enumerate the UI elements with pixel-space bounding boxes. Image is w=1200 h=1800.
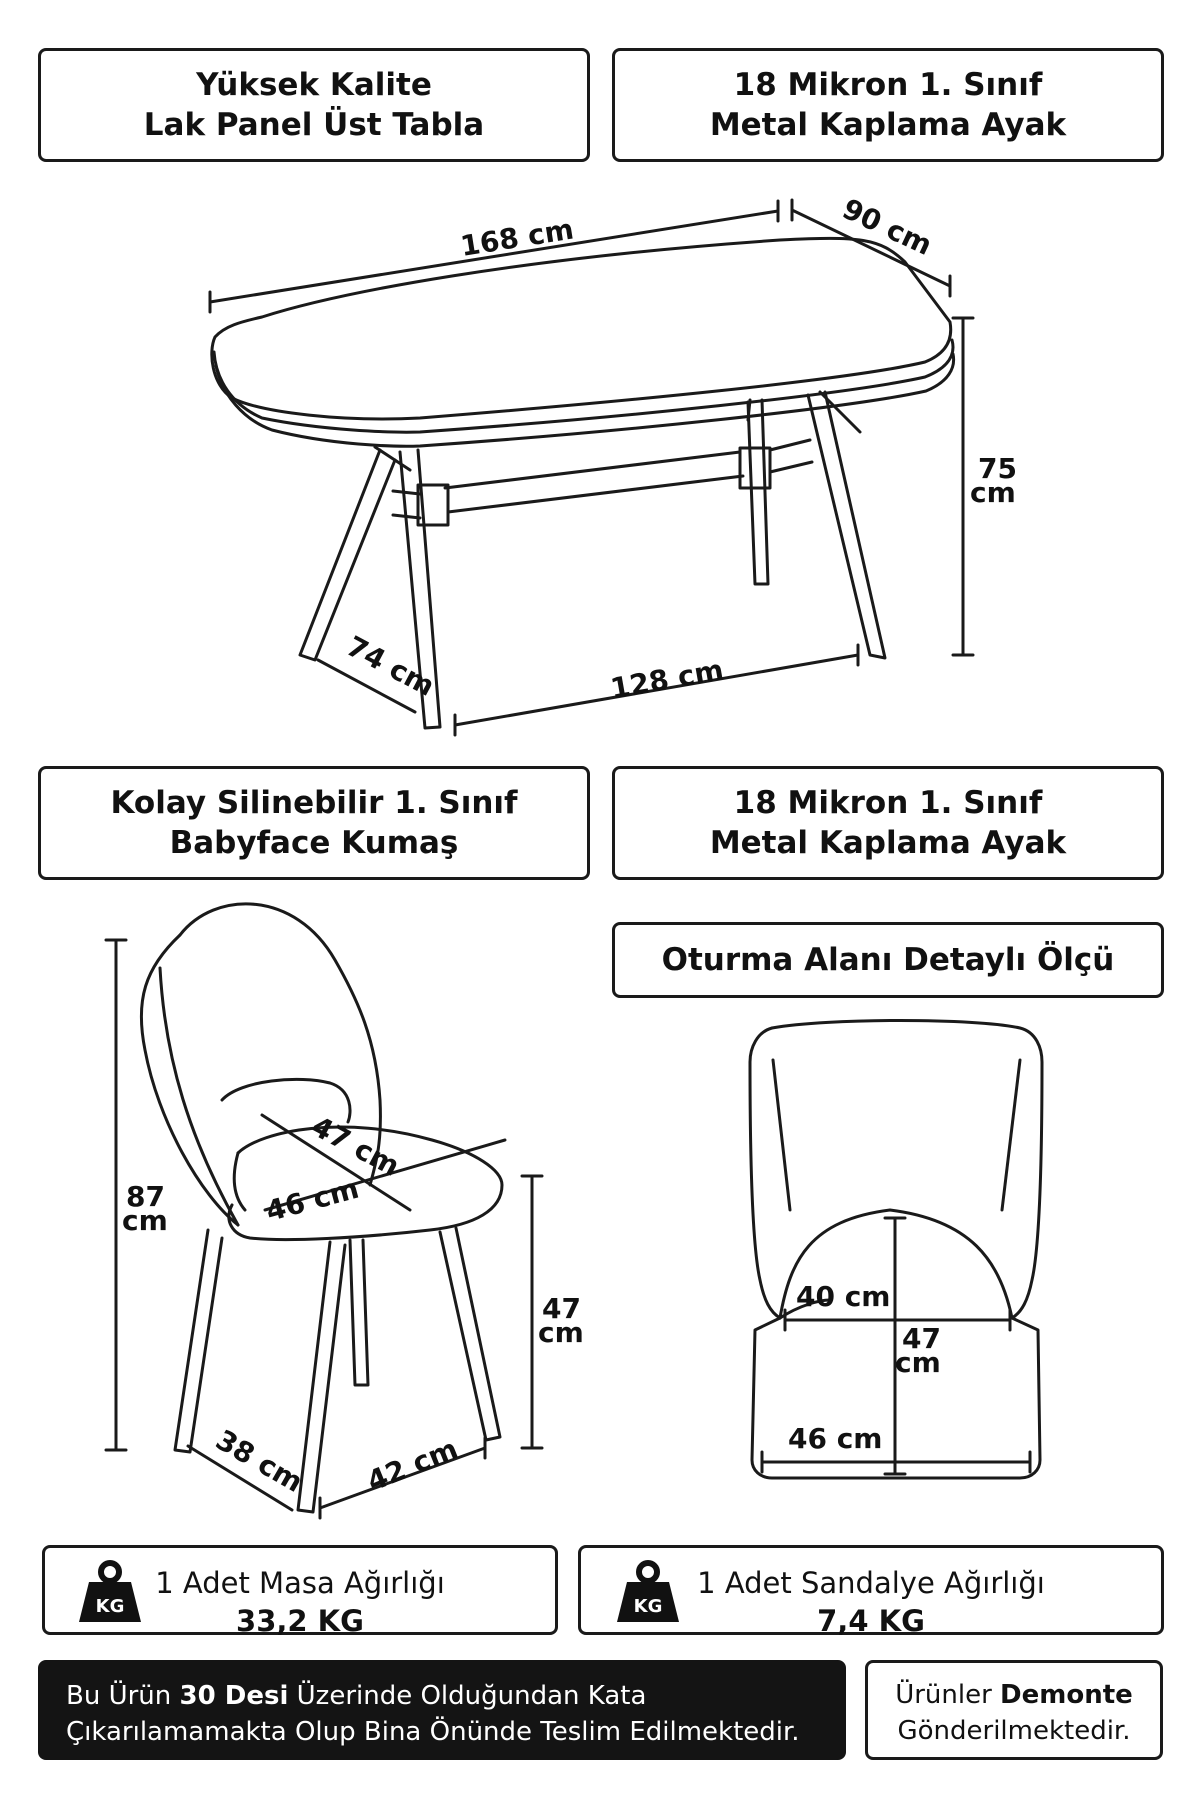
- seat-front-width-label: 40 cm: [796, 1280, 891, 1313]
- table-dimension-lines: [210, 200, 973, 735]
- table-drawing: [212, 238, 954, 728]
- table-weight-value: 33,2 KG: [236, 1604, 364, 1638]
- chair-height-number: 87: [126, 1180, 165, 1213]
- seat-depth-number: 47: [902, 1322, 941, 1355]
- feature-line: 18 Mikron 1. Sınıf: [733, 67, 1043, 103]
- table-leg-span-label: 128 cm: [607, 653, 726, 706]
- chair-weight-label: 1 Adet Sandalye Ağırlığı: [697, 1566, 1045, 1600]
- feature-line: Babyface Kumaş: [169, 825, 459, 861]
- seat-depth-unit: cm: [895, 1346, 941, 1379]
- feature-line: Yüksek Kalite: [196, 67, 432, 103]
- feature-line: Metal Kaplama Ayak: [709, 107, 1067, 143]
- table-weight-label: 1 Adet Masa Ağırlığı: [155, 1566, 445, 1600]
- chair-seat-width-label: 47 cm: [306, 1109, 406, 1183]
- chair-seat-height-unit: cm: [538, 1316, 584, 1349]
- demonte-line1: Ürünler Demonte: [895, 1680, 1133, 1710]
- chair-height-unit: cm: [122, 1204, 168, 1237]
- table-leg-depth-label: 74 cm: [341, 629, 441, 703]
- table-length-label: 168 cm: [458, 212, 576, 263]
- chair-leg-span-label: 42 cm: [362, 1432, 463, 1499]
- feature-line: Lak Panel Üst Tabla: [143, 107, 485, 143]
- chair-weight-value: 7,4 KG: [817, 1604, 925, 1638]
- chair-seat-depth-label: 46 cm: [262, 1171, 363, 1229]
- table-height-unit: cm: [970, 476, 1016, 509]
- chair-seat-height-number: 47: [542, 1292, 581, 1325]
- table-height-number: 75: [978, 452, 1017, 485]
- seat-detail-title: Oturma Alanı Detaylı Ölçü: [661, 942, 1115, 978]
- demonte-highlight: Demonte: [1000, 1680, 1133, 1710]
- feature-line: Kolay Silinebilir 1. Sınıf: [110, 785, 518, 821]
- delivery-notice-line2: Çıkarılamamakta Olup Bina Önünde Teslim Edilmektedir.: [66, 1717, 800, 1747]
- svg-text:KG: KG: [633, 1596, 663, 1617]
- feature-line: Metal Kaplama Ayak: [709, 825, 1067, 861]
- table-weight-box: [42, 1545, 558, 1638]
- chair-leg-depth-label: 38 cm: [210, 1423, 309, 1499]
- delivery-notice-line1: Bu Ürün 30 Desi Üzerinde Olduğundan Kata: [66, 1681, 647, 1711]
- table-width-label: 90 cm: [837, 192, 938, 262]
- delivery-notice: [38, 1660, 846, 1760]
- demonte-notice: [865, 1660, 1163, 1760]
- svg-text:KG: KG: [95, 1596, 125, 1617]
- demonte-line2: Gönderilmektedir.: [897, 1716, 1131, 1746]
- desi-highlight: 30 Desi: [179, 1681, 289, 1711]
- seat-back-width-label: 46 cm: [788, 1422, 883, 1455]
- chair-weight-box: [578, 1545, 1164, 1638]
- feature-line: 18 Mikron 1. Sınıf: [733, 785, 1043, 821]
